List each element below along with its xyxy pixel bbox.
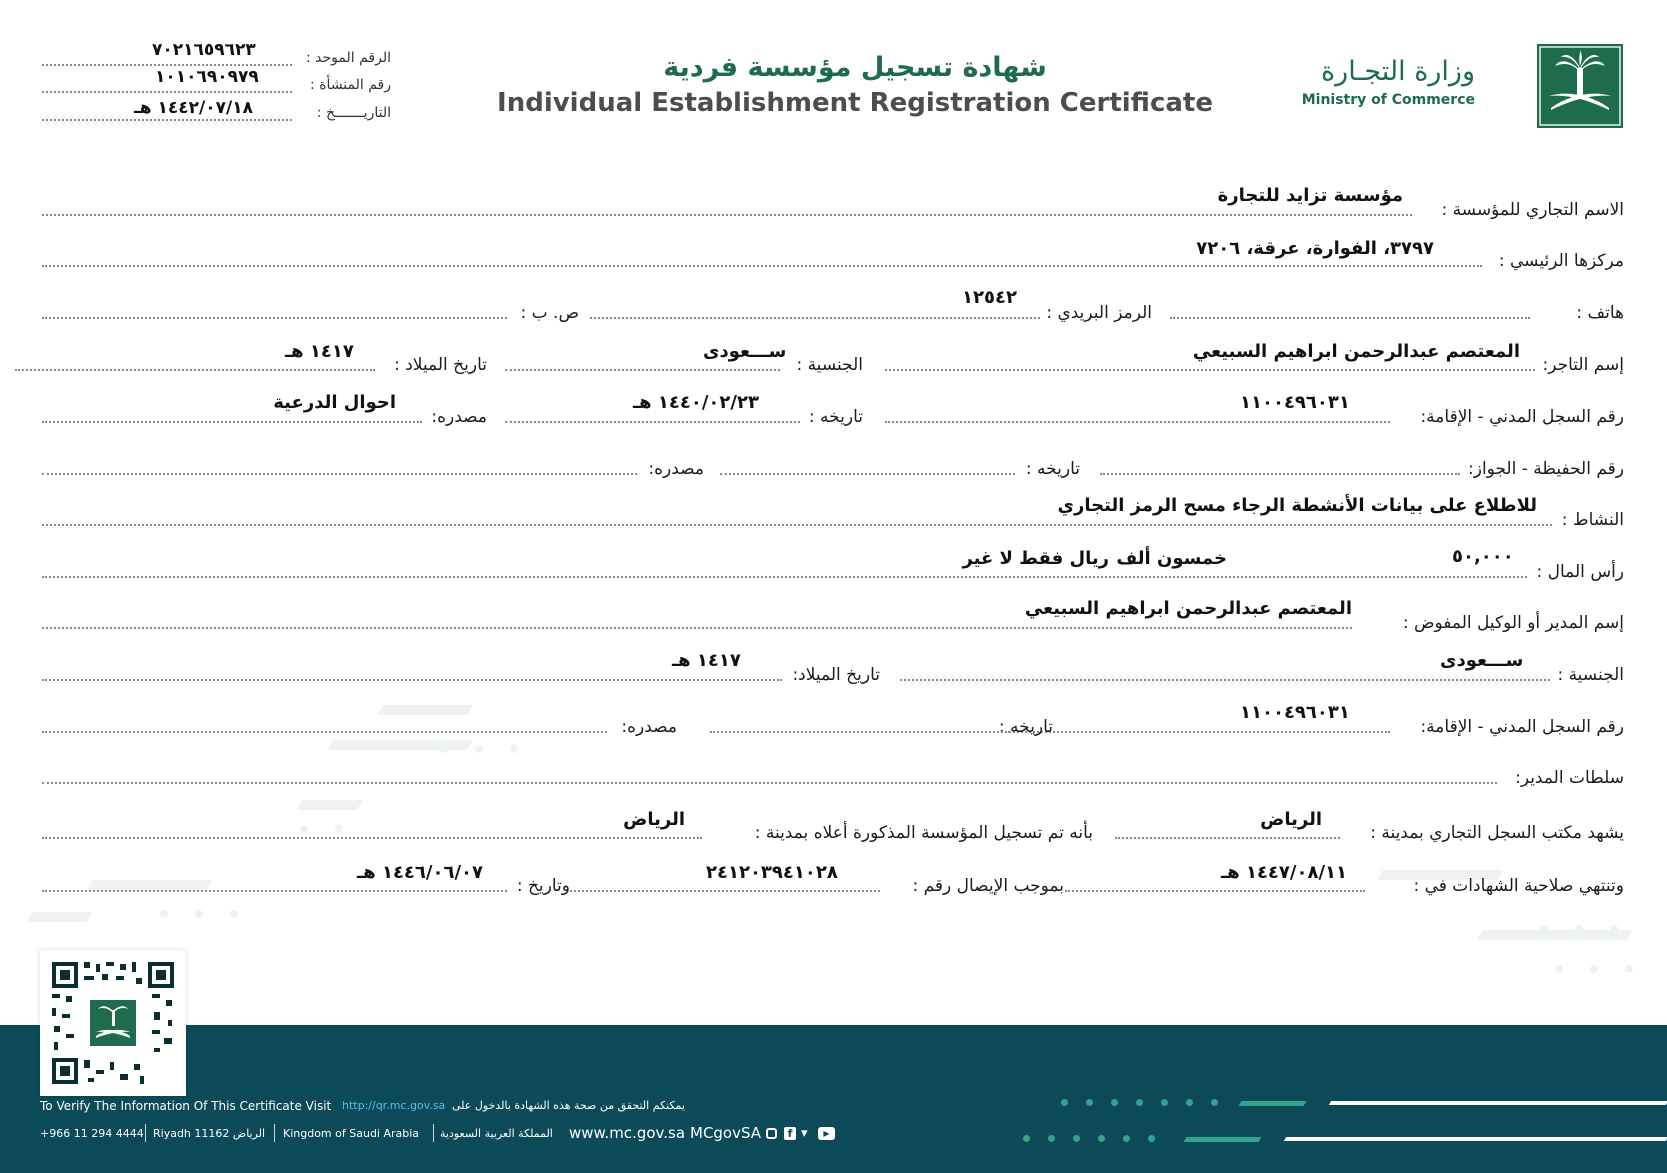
verify-url-link[interactable]: http://qr.mc.gov.sa xyxy=(342,1099,446,1112)
verify-text-ar: يمكنكم التحقق من صحة هذه الشهادة بالدخول على xyxy=(452,1099,685,1112)
capital-words: خمسون ألف xyxy=(1116,548,1227,569)
birth-date-value: ١٤١٧ هـ xyxy=(285,341,354,362)
trade-name-dots xyxy=(42,214,1412,216)
receipt-value: ٢٤١٢٠٣٩٤١٠٢٨ xyxy=(706,862,838,883)
receipt-date-value: ١٤٤٦/٠٦/٠٧ هـ xyxy=(357,862,483,883)
civil-date-label: تاريخه : xyxy=(808,407,863,427)
main-center-label: مركزها الرئيسي : xyxy=(1498,251,1624,271)
date-label: التاريـــــــخ : xyxy=(316,105,391,121)
expiry-dots xyxy=(1065,890,1365,892)
registered-city-dots xyxy=(42,837,702,839)
activity-label: النشاط : xyxy=(1561,510,1624,530)
main-center-value: ٣٧٩٧، الفوارة، عرقة، ٧٢٠٦ xyxy=(1196,238,1434,259)
civil-record-value: ١١٠٠٤٩٦٠٣١ xyxy=(1240,392,1350,413)
footer-separator xyxy=(274,1124,275,1142)
passport-dots xyxy=(1100,473,1460,475)
civil-record-label: رقم السجل المدني - الإقامة: xyxy=(1420,407,1624,427)
nationality-label: الجنسية : xyxy=(796,355,863,375)
passport-date-label: تاريخه : xyxy=(1025,459,1080,479)
receipt-label: بموجب الإيصال رقم : xyxy=(912,876,1064,896)
manager-civil-label: رقم السجل المدني - الإقامة: xyxy=(1420,717,1624,737)
manager-name-dots xyxy=(42,627,1352,629)
expiry-value: ١٤٤٧/٠٨/١١ هـ xyxy=(1221,862,1347,883)
postal-code-dots xyxy=(590,317,1040,319)
footer-separator xyxy=(433,1124,434,1142)
website-link[interactable]: www.mc.gov.sa xyxy=(569,1124,686,1142)
civil-date-dots xyxy=(505,421,800,423)
manager-name-label: إسم المدير أو الوكيل المفوض : xyxy=(1402,613,1624,633)
date-dots xyxy=(42,119,292,121)
capital-dots xyxy=(42,576,1527,578)
civil-date-value: ١٤٤٠/٠٢/٢٣ هـ xyxy=(633,392,759,413)
nationality-dots xyxy=(505,369,780,371)
manager-birth-value: ١٤١٧ هـ xyxy=(672,650,741,671)
office-city-label: يشهد مكتب السجل التجاري بمدينة : xyxy=(1370,823,1624,843)
registered-city-value: الرياض xyxy=(623,809,685,830)
manager-nationality-label: الجنسية : xyxy=(1557,665,1624,685)
office-city-dots xyxy=(1115,837,1340,839)
trade-name-label: الاسم التجاري للمؤسسة : xyxy=(1441,200,1624,220)
birth-date-label: تاريخ الميلاد : xyxy=(394,355,487,375)
manager-source-dots xyxy=(42,731,607,733)
date-value: ١٤٤٢/٠٧/١٨ هـ xyxy=(134,98,253,118)
passport-source-label: مصدره: xyxy=(648,459,704,479)
ministry-emblem-icon xyxy=(1537,44,1623,128)
postal-code-value: ١٢٥٤٢ xyxy=(962,287,1017,308)
facebook-icon[interactable]: f xyxy=(784,1127,796,1140)
unified-number-label: الرقم الموحد : xyxy=(306,50,391,66)
facility-number-dots xyxy=(42,91,292,93)
postal-code-label: الرمز البريدي : xyxy=(1046,303,1152,323)
contact-city: Riyadh 11162 الرياض xyxy=(153,1127,266,1140)
capital-tail: ريال فقط لا غير xyxy=(962,548,1109,569)
manager-authority-label: سلطات المدير: xyxy=(1515,768,1624,788)
registered-city-label: بأنه تم تسجيل المؤسسة المذكورة أعلاه بمدينة : xyxy=(754,823,1093,843)
instagram-icon[interactable] xyxy=(766,1128,777,1139)
civil-source-dots xyxy=(42,421,422,423)
contact-country-ar: المملكة العربية السعودية xyxy=(440,1127,553,1140)
passport-source-dots xyxy=(42,473,637,475)
expiry-label: وتنتهي صلاحية الشهادات في : xyxy=(1413,876,1624,896)
facility-number-label: رقم المنشأة : xyxy=(310,77,391,93)
footer-separator xyxy=(145,1124,146,1142)
merchant-name-value: المعتصم عبدالرحمن ابراهيم السبيعي xyxy=(1192,341,1520,362)
phone-dots xyxy=(1170,317,1530,319)
birth-date-dots xyxy=(15,369,375,371)
manager-date-dots xyxy=(710,731,1010,733)
certificate-title-en: Individual Establishment Registration Certificate xyxy=(497,88,1213,118)
contact-country: Kingdom of Saudi Arabia xyxy=(283,1127,420,1140)
twitter-icon[interactable]: ▾ xyxy=(801,1126,808,1141)
facility-number-value: ١٠١٠٦٩٠٩٧٩ xyxy=(155,67,259,87)
activity-value: للاطلاع على بيانات الأنشطة الرجاء مسح الرمز التجاري xyxy=(1057,495,1537,516)
manager-birth-dots xyxy=(42,679,782,681)
manager-birth-label: تاريخ الميلاد: xyxy=(792,665,880,685)
nationality-value: ســـعودى xyxy=(703,341,787,362)
ministry-name-ar: وزارة التجـارة xyxy=(1321,56,1475,87)
verify-text-en: To Verify The Information Of This Certificate Visit xyxy=(40,1099,332,1113)
activity-dots xyxy=(42,524,1552,526)
office-city-value: الرياض xyxy=(1260,809,1322,830)
manager-authority-dots xyxy=(42,782,1497,784)
certificate-title-ar: شهادة تسجيل مؤسسة فردية xyxy=(663,52,1047,83)
manager-source-label: مصدره: xyxy=(621,717,677,737)
youtube-icon[interactable]: ▶ xyxy=(818,1127,835,1140)
pobox-label: ص. ب : xyxy=(520,303,579,323)
manager-nationality-dots xyxy=(900,679,1550,681)
ministry-name-en: Ministry of Commerce xyxy=(1301,92,1475,108)
merchant-name-dots xyxy=(885,369,1535,371)
manager-name-value: المعتصم عبدالرحمن ابراهيم السبيعي xyxy=(1024,598,1352,619)
main-center-dots xyxy=(42,265,1482,267)
receipt-dots xyxy=(570,890,880,892)
civil-source-value: احوال الدرعية xyxy=(273,392,396,413)
qr-code[interactable] xyxy=(40,950,186,1096)
trade-name-value: مؤسسة تزايد للتجارة xyxy=(1217,185,1403,206)
merchant-name-label: إسم التاجر: xyxy=(1542,355,1624,375)
passport-label: رقم الحفيظة - الجواز: xyxy=(1468,459,1624,479)
capital-label: رأس المال : xyxy=(1536,562,1624,582)
pobox-dots xyxy=(42,317,507,319)
civil-record-dots xyxy=(885,421,1390,423)
civil-source-label: مصدره: xyxy=(431,407,487,427)
manager-date-label: تاريخه : xyxy=(998,717,1053,737)
manager-civil-value: ١١٠٠٤٩٦٠٣١ xyxy=(1240,702,1350,723)
unified-number-value: ٧٠٢١٦٥٩٦٢٣ xyxy=(152,40,256,60)
social-handle[interactable]: MCgovSA xyxy=(690,1124,762,1142)
capital-value: ٥٠,٠٠٠ xyxy=(1452,546,1514,567)
phone-label: هاتف : xyxy=(1576,303,1624,323)
manager-nationality-value: ســـعودى xyxy=(1440,650,1524,671)
receipt-date-label: وتاريخ : xyxy=(516,876,570,896)
unified-number-dots xyxy=(42,64,292,66)
passport-date-dots xyxy=(720,473,1015,475)
receipt-date-dots xyxy=(42,890,507,892)
contact-phone: +966 11 294 4444 xyxy=(40,1127,144,1140)
